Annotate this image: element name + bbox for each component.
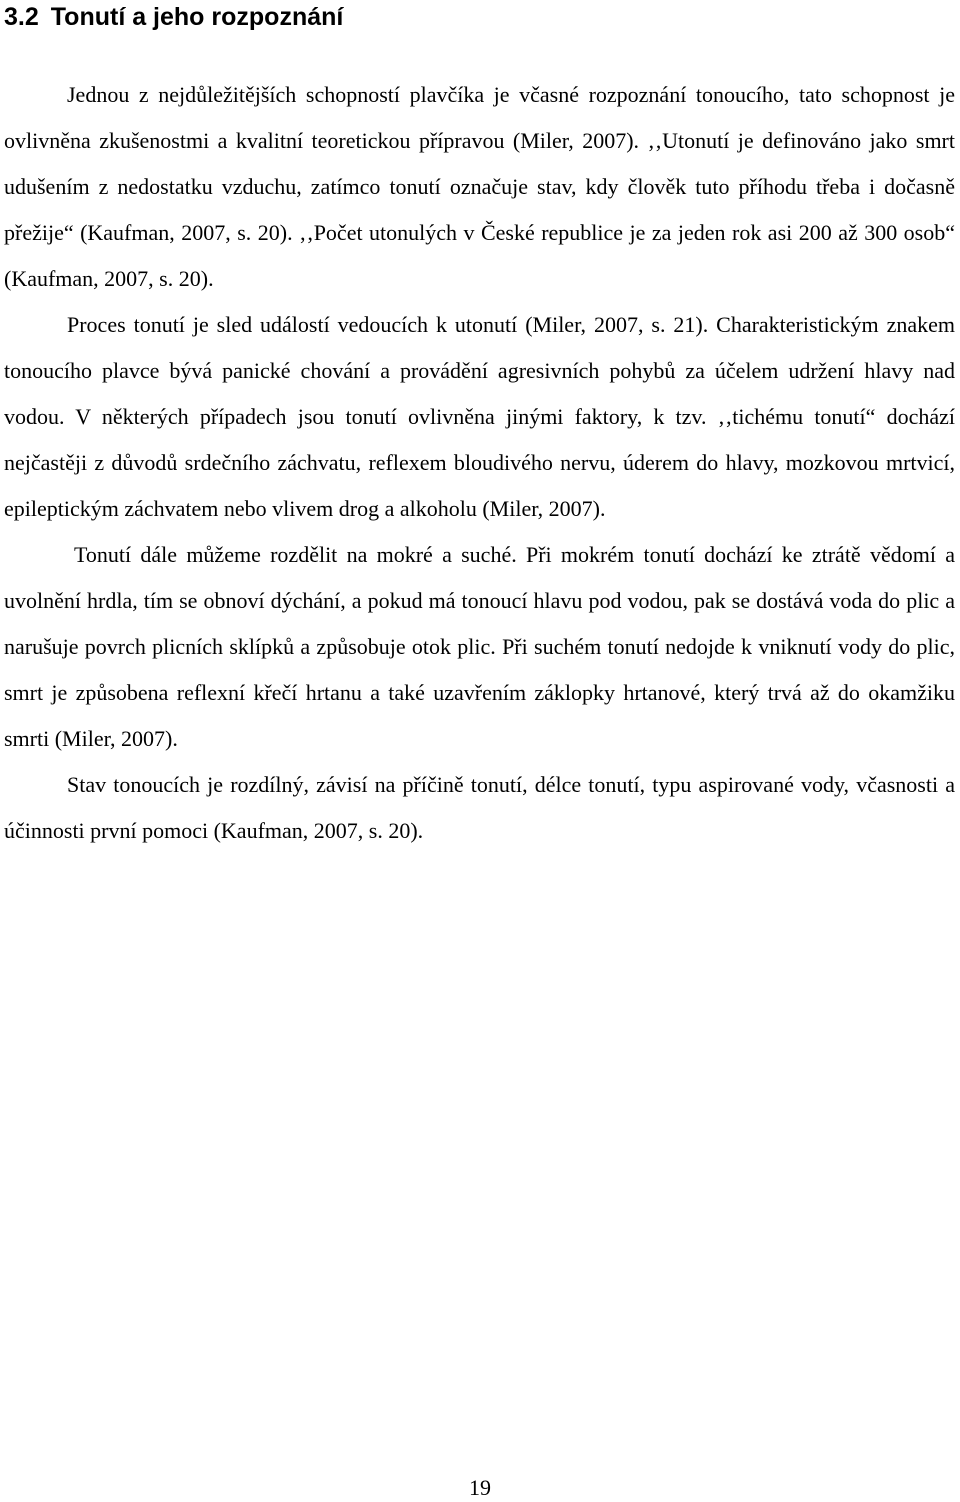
paragraph-drowning-process: Proces tonutí je sled událostí vedoucích k utonutí (Miler, 2007, s. 21). Charakteristickým znakem tonoucího plavce bývá panické chování a provádění agresivních pohybů za účelem udržení hlavy nad vodou. V některých případech jsou tonutí ovlivněna jinými faktory, k tzv. ‚‚tichému tonutí“ dochází nejčastěji z důvodů srdečního záchvatu, reflexem bloudivého nervu, úderem do hlavy, mozkovou mrtvicí, epileptickým záchvatem nebo vlivem drog a alkoholu (Miler, 2007). — [4, 312, 955, 521]
paragraph-victim-state: Stav tonoucích je rozdílný, závisí na příčině tonutí, délce tonutí, typu aspirované vody, včasnosti a účinnosti první pomoci (Kaufman, 2007, s. 20). — [4, 772, 955, 843]
section-heading — [4, 0, 343, 34]
page-number: 19 — [469, 1475, 491, 1500]
section-title: Tonutí a jeho rozpoznání — [50, 3, 344, 31]
paragraph-wet-dry-drowning: Tonutí dále můžeme rozdělit na mokré a suché. Při mokrém tonutí dochází ke ztrátě vědomí a uvolnění hrdla, tím se obnoví dýchání, a pokud má tonoucí hlavu pod vodou, pak se dostává voda do plic a narušuje povrch plicních sklípků a způsobuje otok plic. Při suchém tonutí nedojde k vniknutí vody do plic, smrt je způsobena reflexní křečí hrtanu a také uzavřením záklopky hrtanové, který trvá až do okamžiku smrti (Miler, 2007). — [4, 542, 955, 751]
paragraph-recognition: Jednou z nejdůležitějších schopností plavčíka je včasné rozpoznání tonoucího, tato schopnost je ovlivněna zkušenostmi a kvalitní teoretickou přípravou (Miler, 2007). ‚‚Utonutí je definováno jako smrt udušením z nedostatku vzduchu, zatímco tonutí označuje stav, kdy člověk tuto příhodu třeba i dočasně přežije“ (Kaufman, 2007, s. 20). ‚‚Počet utonulých v České republice je za jeden rok asi 200 až 300 osob“ (Kaufman, 2007, s. 20). — [4, 82, 955, 291]
section-number: 3.2 — [4, 3, 39, 31]
body-text — [4, 72, 955, 854]
